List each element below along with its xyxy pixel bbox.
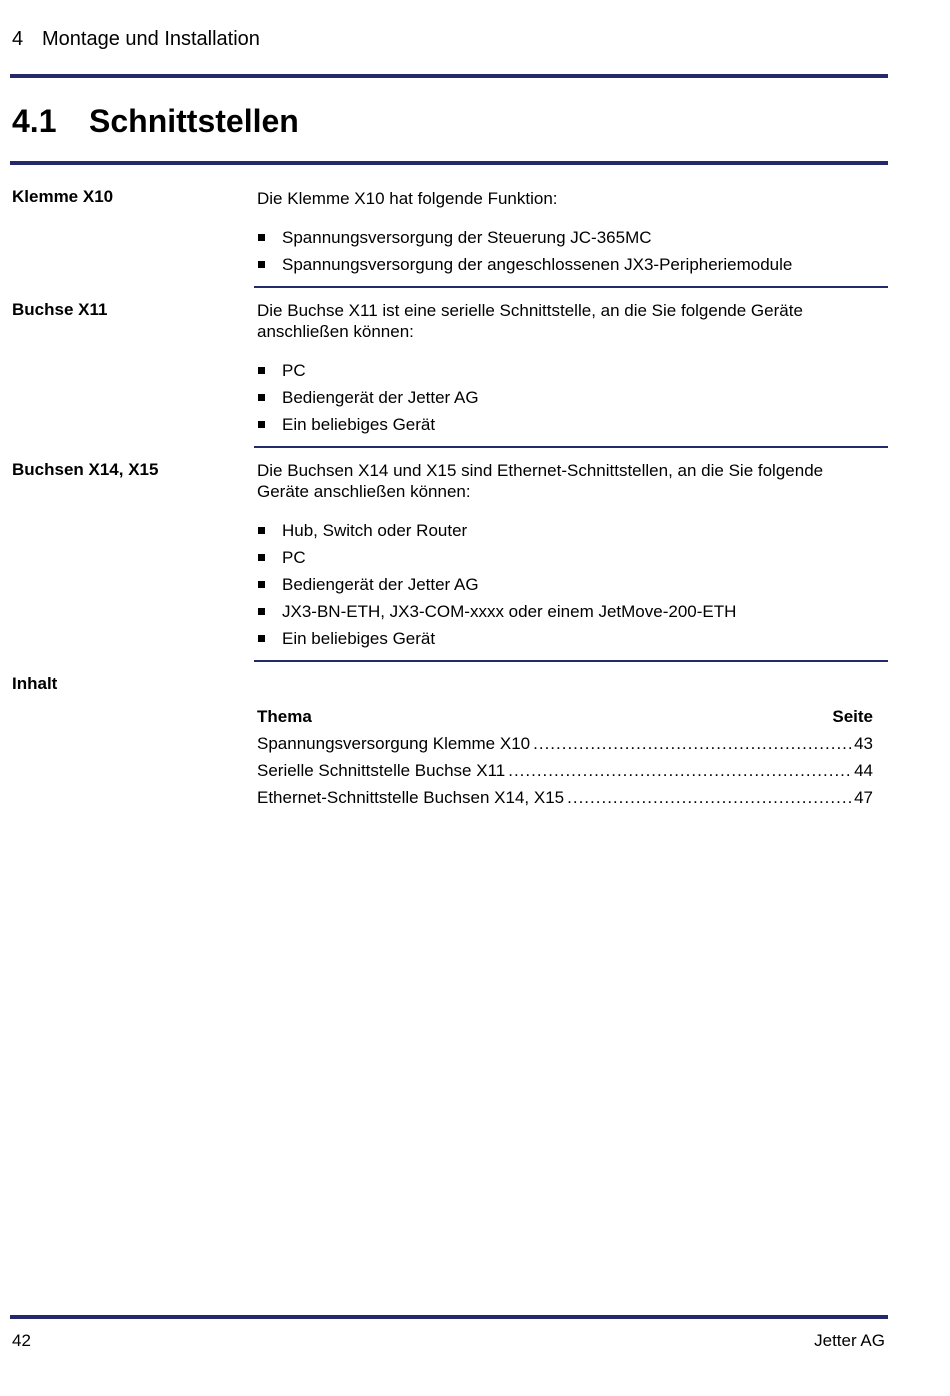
contents-header — [257, 706, 873, 733]
page-number: 42 — [12, 1331, 31, 1350]
chapter-number: 4 — [12, 28, 24, 50]
x11-list — [257, 360, 479, 441]
toc-link[interactable]: Ethernet-Schnittstelle Buchsen X14, X15 — [257, 788, 565, 807]
section-heading — [12, 103, 299, 140]
bullet-square-icon — [258, 554, 265, 561]
divider — [254, 446, 888, 448]
toc-link[interactable]: Spannungsversorgung Klemme X10 — [257, 734, 531, 753]
col-topic: Thema — [257, 707, 312, 726]
x14-list — [257, 520, 736, 655]
section-number: 4.1 — [12, 103, 57, 139]
bullet-square-icon — [258, 421, 265, 428]
toc-page[interactable]: 47 — [854, 788, 873, 807]
header-rule — [10, 74, 888, 78]
section-title: Schnittstellen — [89, 103, 299, 139]
bullet-square-icon — [258, 635, 265, 642]
dot-leader — [533, 733, 851, 754]
divider — [254, 660, 888, 662]
divider — [254, 286, 888, 288]
table-row[interactable] — [257, 787, 873, 814]
bullet-square-icon — [258, 234, 265, 241]
list-item: Ein beliebiges Gerät — [257, 414, 479, 441]
list-item: PC — [257, 360, 479, 387]
label-buchse-x11: Buchse X11 — [12, 300, 108, 319]
list-item: Hub, Switch oder Router — [257, 520, 736, 547]
toc-link[interactable]: Serielle Schnittstelle Buchse X11 — [257, 761, 506, 780]
x14-intro: Die Buchsen X14 und X15 sind Ethernet-Schnittstellen, an die Sie folgende Geräte anschließen können: — [257, 461, 824, 501]
x11-intro: Die Buchse X11 ist eine serielle Schnittstelle, an die Sie folgende Geräte anschließen können: — [257, 301, 803, 341]
chapter-header — [12, 28, 260, 51]
list-item: PC — [257, 547, 736, 574]
list-item: Spannungsversorgung der Steuerung JC-365MC — [257, 227, 792, 254]
table-row[interactable] — [257, 733, 873, 760]
bullet-square-icon — [258, 261, 265, 268]
bullet-square-icon — [258, 608, 265, 615]
list-item: Spannungsversorgung der angeschlossenen JX3-Peripheriemodule — [257, 254, 792, 281]
chapter-title: Montage und Installation — [42, 28, 260, 50]
col-page: Seite — [832, 707, 873, 726]
label-inhalt: Inhalt — [12, 674, 58, 693]
label-klemme-x10: Klemme X10 — [12, 187, 114, 206]
toc-page[interactable]: 44 — [854, 761, 873, 780]
bullet-square-icon — [258, 367, 265, 374]
list-item: JX3-BN-ETH, JX3-COM-xxxx oder einem JetMove-200-ETH — [257, 601, 736, 628]
dot-leader — [508, 760, 851, 781]
section-rule — [10, 161, 888, 165]
list-item: Ein beliebiges Gerät — [257, 628, 736, 655]
label-buchsen-x14-x15: Buchsen X14, X15 — [12, 460, 159, 479]
dot-leader — [567, 787, 851, 808]
table-row[interactable] — [257, 760, 873, 787]
list-item: Bediengerät der Jetter AG — [257, 387, 479, 414]
list-item: Bediengerät der Jetter AG — [257, 574, 736, 601]
x10-list — [257, 227, 792, 281]
company-name: Jetter AG — [814, 1331, 885, 1350]
x10-intro: Die Klemme X10 hat folgende Funktion: — [257, 189, 558, 208]
bullet-square-icon — [258, 394, 265, 401]
bullet-square-icon — [258, 527, 265, 534]
footer-rule — [10, 1315, 888, 1319]
toc-page[interactable]: 43 — [854, 734, 873, 753]
contents-table — [257, 706, 873, 814]
bullet-square-icon — [258, 581, 265, 588]
